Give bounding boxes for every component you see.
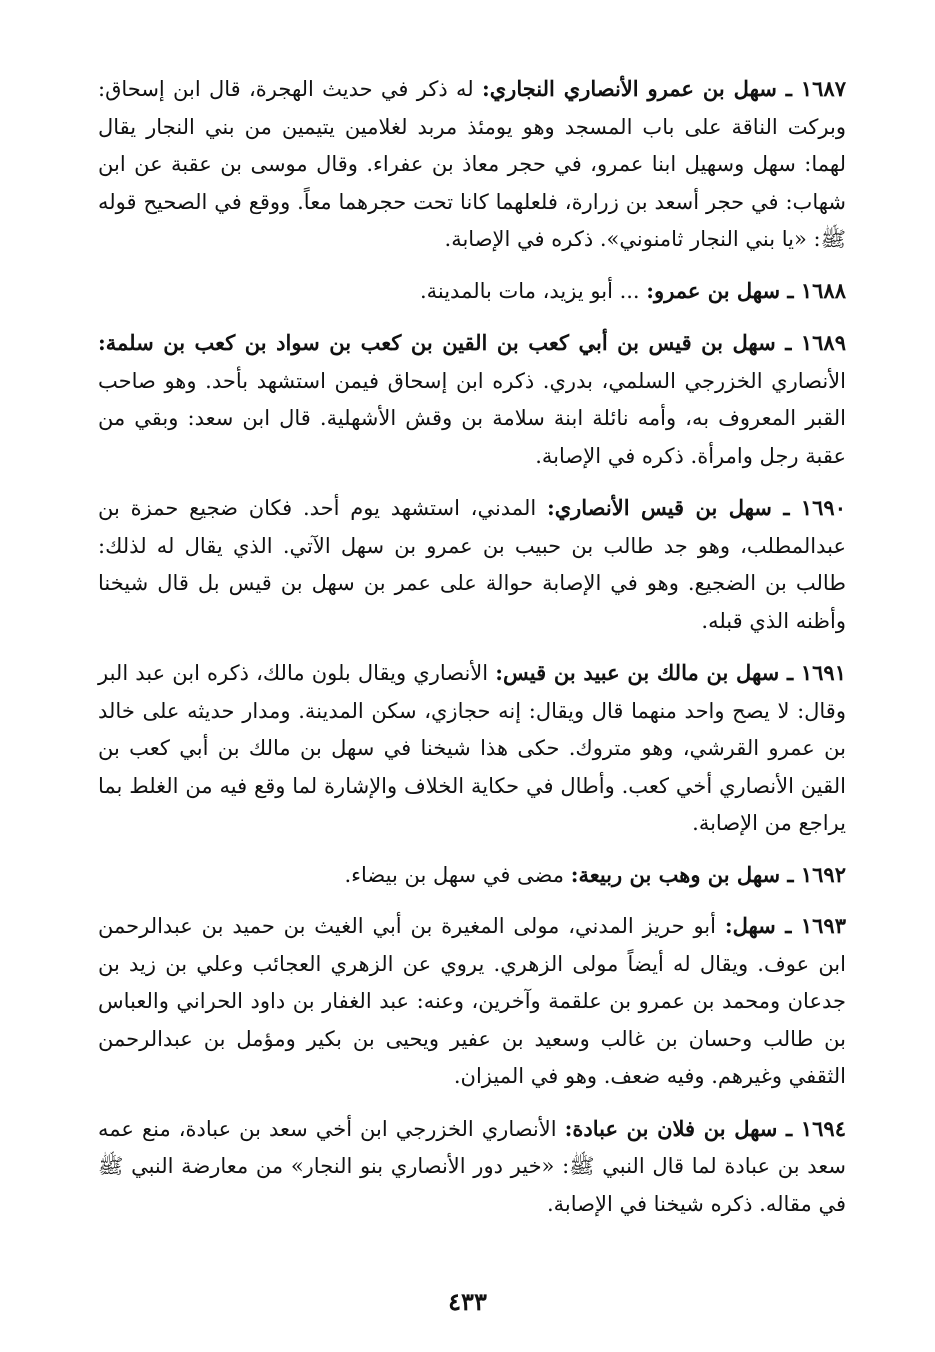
entry-number: ١٦٩٣ [800, 913, 846, 938]
entry-body: المدني، استشهد يوم أحد. فكان ضجيع حمزة بن عبدالمطلب، وهو جد طالب بن حبيب بن عمرو بن سهل الآتي. الذي يقال له لذلك: طالب بن الضجيع. وهو في الإصابة حوالة على عمر بن سهل بن قيس بل قال شيخنا وأظنه الذي قبله. [98, 496, 846, 633]
entry-heading: سهل بن فلان بن عبادة: [564, 1115, 778, 1141]
entry-1694 [98, 1110, 846, 1224]
entry-separator: ـ [775, 330, 801, 355]
entry-heading: سهل بن عمرو: [646, 277, 781, 303]
entry-separator: ـ [779, 660, 801, 685]
entry-body: أبو حريز المدني، مولى المغيرة بن أبي الغيث بن حميد بن عبدالرحمن ابن عوف. ويقال له أيضاً مولى الزهري. يروي عن الزهري العجائب وعلي بن زيد بن جدعان ومحمد بن عمرو بن علقمة وآخرين، وعنه: عبد الغفار بن داود الحراني والعباس بن طالب وحسان بن غالب وسعيد بن عفير ويحيى بن بكير ومؤمل بن عبدالرحمن الثقفي وغيرهم. وفيه ضعف. وهو في الميزان. [98, 914, 846, 1088]
entry-1692 [98, 856, 846, 895]
entry-separator: ـ [775, 913, 801, 938]
entry-separator: ـ [780, 277, 801, 303]
entry-number: ١٦٨٧ [800, 76, 846, 101]
entry-1687 [98, 70, 846, 259]
entry-heading: سهل بن قيس الأنصاري: [546, 495, 772, 520]
entry-separator: ـ [777, 1115, 801, 1141]
entry-body: الأنصاري الخزرجي السلمي، بدري. ذكره ابن إسحاق فيمن استشهد بأحد. وهو صاحب القبر المعروف به، وأمه نائلة ابنة سلامة بن وقش الأشهلية. قال ابن سعد: وبقي من عقبة رجل وامرأة. ذكره في الإصابة. [98, 368, 846, 468]
entry-separator: ـ [780, 861, 801, 887]
entry-separator: ـ [776, 76, 801, 101]
entry-body: مضى في سهل بن بيضاء. [344, 862, 565, 887]
entry-separator: ـ [771, 495, 801, 520]
entry-number: ١٦٩٤ [800, 1115, 846, 1141]
entry-heading: سهل: [724, 913, 776, 938]
entry-heading: سهل بن قيس بن أبي كعب بن القين بن كعب بن سواد بن كعب بن سلمة: [98, 330, 776, 355]
entry-1688 [98, 272, 846, 311]
entry-1690 [98, 489, 846, 640]
entry-1693 [98, 907, 846, 1096]
entry-heading: سهل بن وهب بن ربيعة: [570, 861, 781, 887]
entry-body: الأنصاري الخزرجي ابن أخي سعد بن عبادة، منع عمه سعد بن عبادة لما قال النبي ﷺ: «خير دور الأنصاري بنو النجار» من معارضة النبي ﷺ في مقاله. ذكره شيخنا في الإصابة. [98, 1116, 846, 1216]
entry-number: ١٦٨٩ [800, 330, 846, 355]
entry-number: ١٦٩١ [800, 660, 846, 685]
entry-number: ١٦٩٢ [800, 861, 846, 887]
entry-1689 [98, 324, 846, 475]
page-number: ٤٣٣ [448, 1287, 487, 1316]
entry-heading: سهل بن مالك بن عبيد بن قيس: [495, 660, 780, 685]
page-text-block [98, 70, 846, 1310]
entry-heading: سهل بن عمرو الأنصاري النجاري: [481, 76, 777, 101]
entry-body: له ذكر في حديث الهجرة، قال ابن إسحاق: وبركت الناقة على باب المسجد وهو يومئذ مربد لغلامين يتيمين من بني النجار يقال لهما: سهل وسهيل ابنا عمرو، في حجر معاذ بن عفراء. وقال موسى بن عقبة عن ابن شهاب: في حجر أسعد بن زرارة، فلعلهما كانا تحت حجرهما معاً. ووقع في الصحيح قوله ﷺ: «يا بني النجار ثامنوني». ذكره في الإصابة. [98, 77, 846, 251]
entry-body: ... أبو يزيد، مات بالمدينة. [419, 278, 640, 303]
entry-1691 [98, 654, 846, 843]
entry-number: ١٦٨٨ [800, 277, 846, 303]
entry-body: الأنصاري ويقال بلون مالك، ذكره ابن عبد البر وقال: لا يصح واحد منهما قال ويقال: إنه حجازي، سكن المدينة. ومدار حديثه على خالد بن عمرو القرشي، وهو متروك. حكى هذا شيخنا في سهل بن مالك بن أبي كعب بن القين الأنصاري أخي كعب. وأطال في حكاية الخلاف والإشارة لما وقع فيه من الغلط بما يراجع من الإصابة. [98, 661, 846, 835]
entry-number: ١٦٩٠ [800, 495, 846, 520]
